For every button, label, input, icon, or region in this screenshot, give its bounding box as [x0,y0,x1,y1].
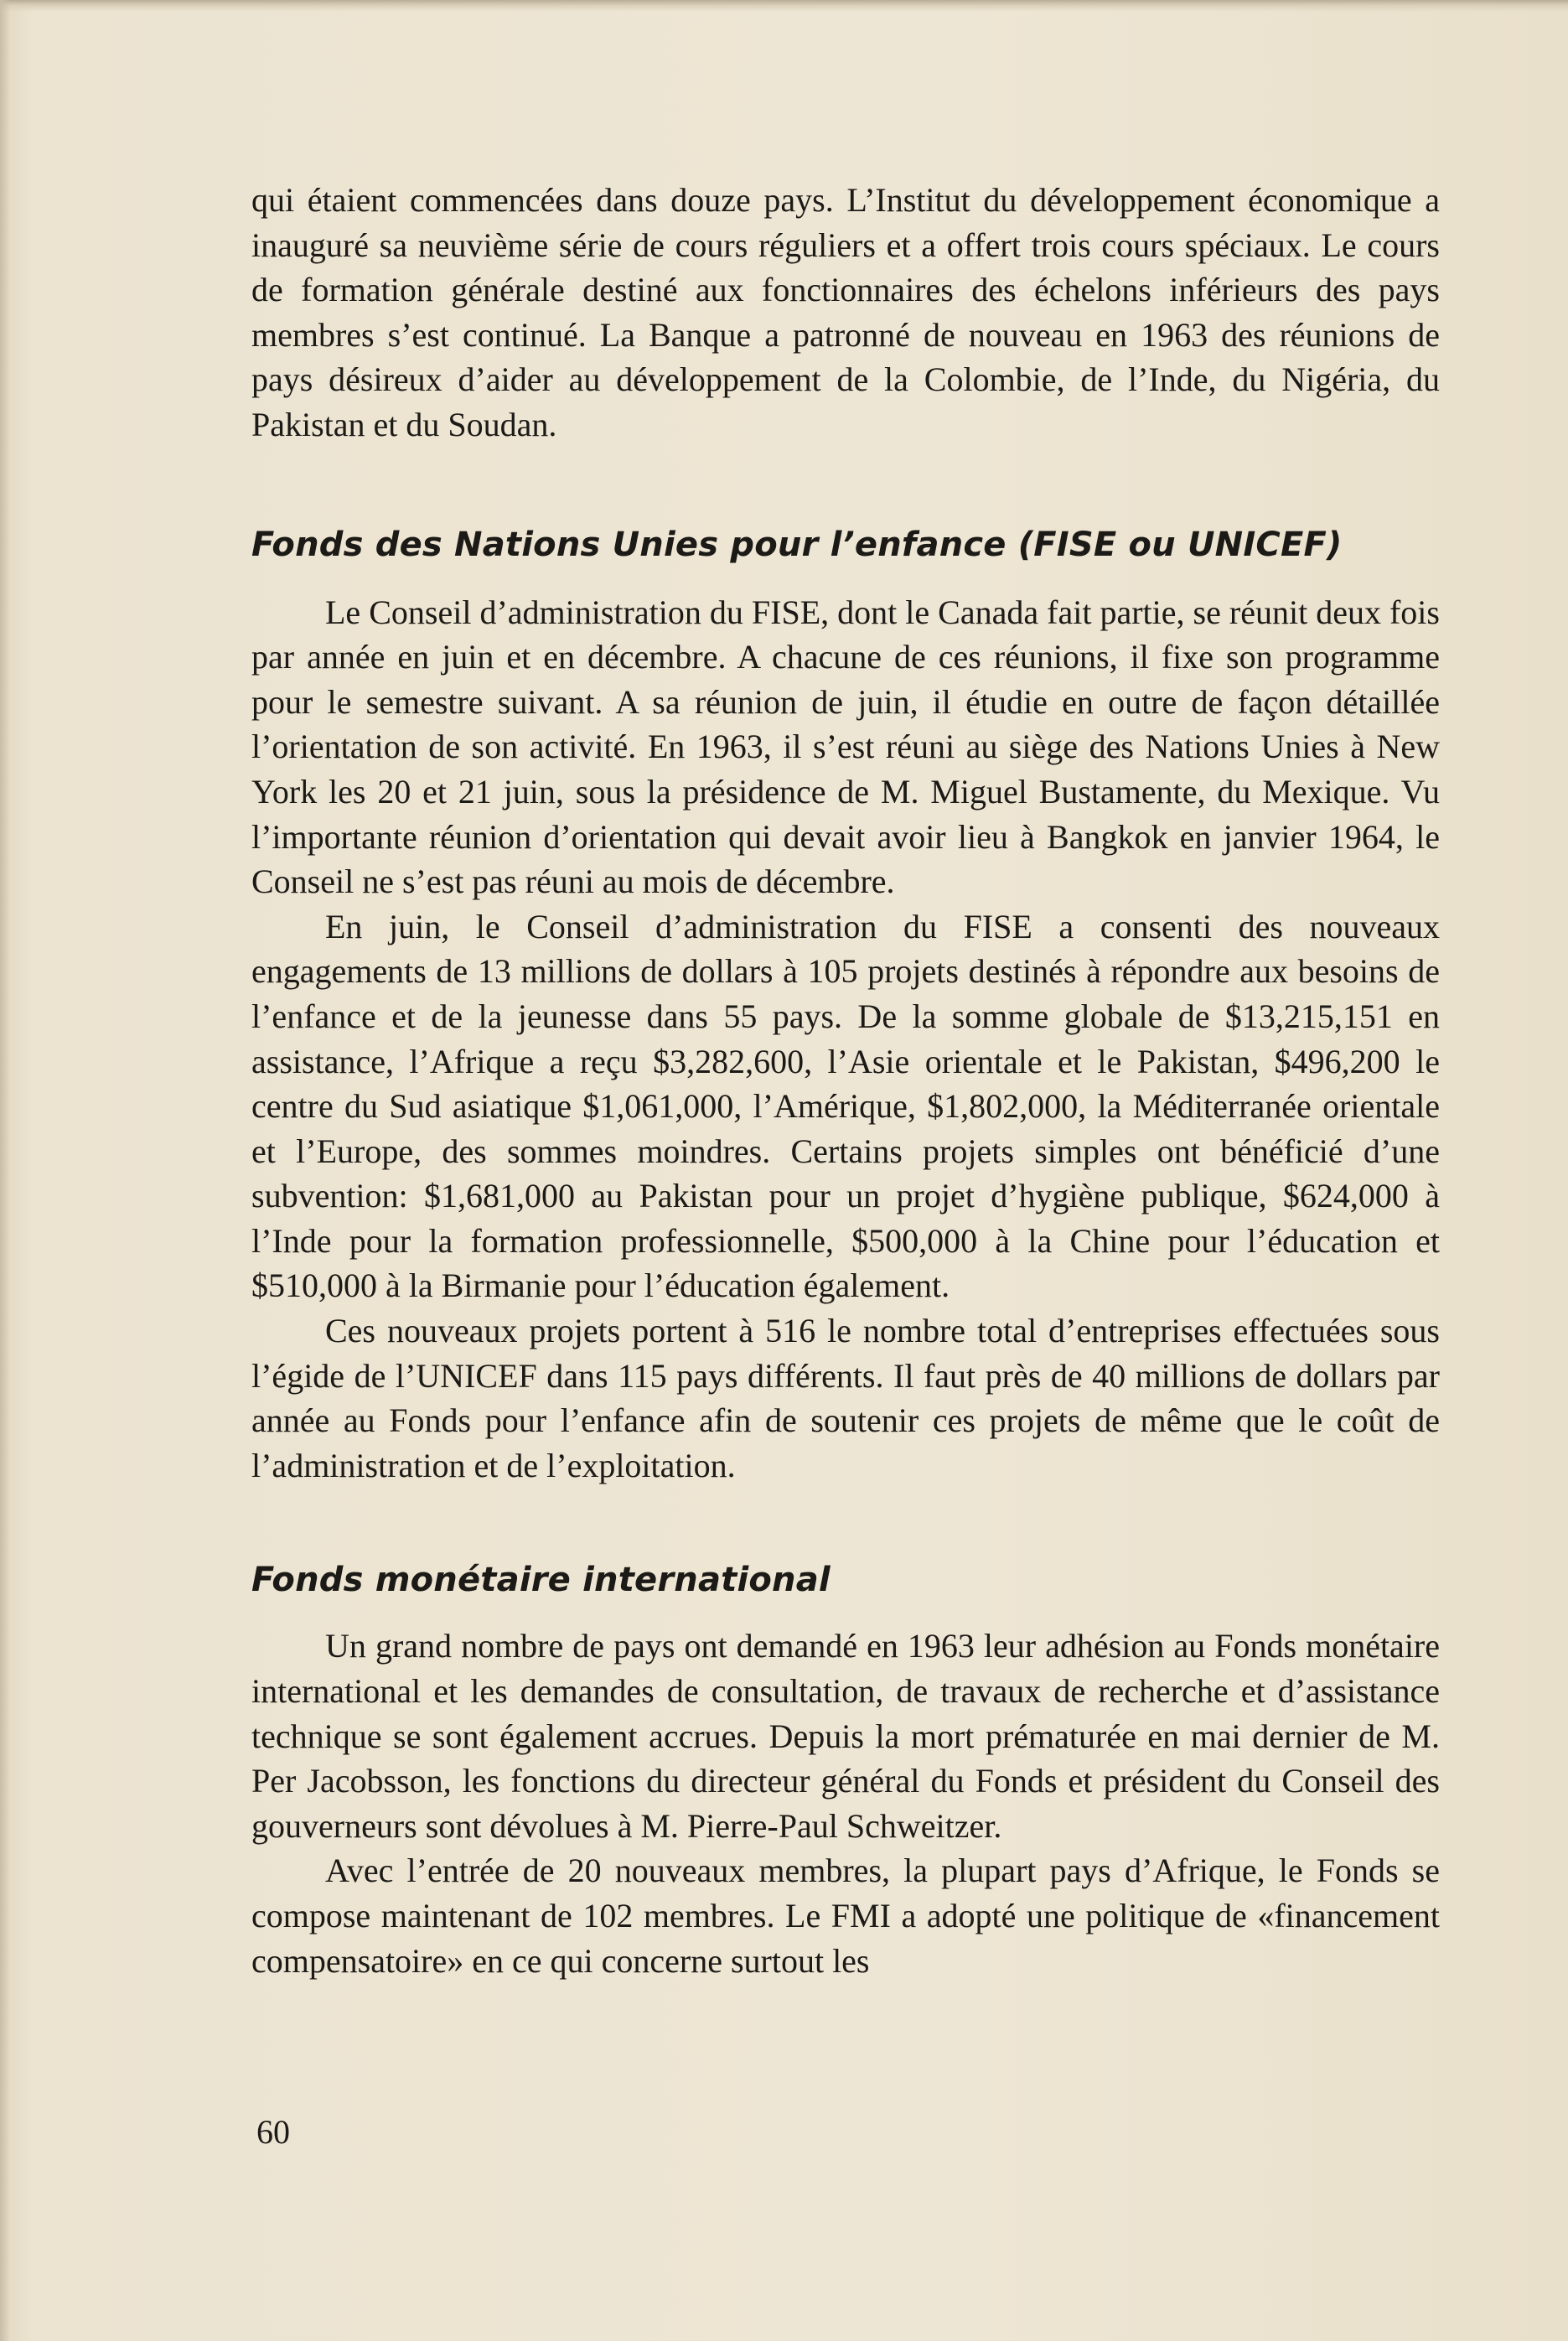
fise-paragraph-1: Le Conseil d’administration du FISE, dont le Canada fait partie, se réunit deux fois par année en juin et en décembre. A chacune de ces réunions, il fixe son programme pour le semestre suivant. A sa réunion de juin, il étudie en outre de façon détaillée l’orientation de son activité. En 1963, il s’est réuni au siège des Nations Unies à New York les 20 et 21 juin, sous la présidence de M. Miguel Bustamente, du Mexique. Vu l’importante réunion d’orientation qui devait avoir lieu à Bangkok en janvier 1964, le Conseil ne s’est pas réuni au mois de décembre. [251,593,1440,901]
page-top-edge [0,0,1568,12]
page-number: 60 [256,2113,290,2151]
heading-fmi: Fonds monétaire international [251,1561,831,1600]
intro-paragraph: qui étaient commencées dans douze pays. L’Institut du développement économique a inauguré sa neuvième série de cours réguliers et a offert trois cours spéciaux. Le cours de formation générale destiné aux fonctionnaires des échelons inférieurs des pays membres s’est continué. La Banque a patronné de nouveau en 1963 des réunions de pays désireux d’aider au développement de la Colombie, de l’Inde, du Nigéria, du Pakistan et du Soudan. [251,181,1440,443]
page-gutter-shadow [0,0,10,2341]
heading-fise-unicef: Fonds des Nations Unies pour l’enfance (FISE ou UNICEF) [251,525,1343,564]
fmi-paragraph-2: Avec l’entrée de 20 nouveaux membres, la plupart pays d’Afrique, le Fonds se compose maintenant de 102 membres. Le FMI a adopté une politique de «financement compensatoire» en ce qui concerne surtout les [251,1852,1440,1980]
fmi-paragraph-1: Un grand nombre de pays ont demandé en 1963 leur adhésion au Fonds monétaire international et les demandes de consultation, de travaux de recherche et d’assistance technique se sont également accrues. Depuis la mort prématurée en mai dernier de M. Per Jacobsson, les fonctions du directeur général du Fonds et président du Conseil des gouverneurs sont dévolues à M. Pierre-Paul Schweitzer. [251,1627,1440,1845]
page-body [251,178,1440,1983]
fise-paragraph-2: En juin, le Conseil d’administration du FISE a consenti des nouveaux engagements de 13 millions de dollars à 105 projets destinés à répondre aux besoins de l’enfance et de la jeunesse dans 55 pays. De la somme globale de $13,215,151 en assistance, l’Afrique a reçu $3,282,600, l’Asie orientale et le Pakistan, $496,200 le centre du Sud asiatique $1,061,000, l’Amérique, $1,802,000, la Méditerranée orientale et l’Europe, des sommes moindres. Certains projets simples ont bénéficié d’une subvention: $1,681,000 au Pakistan pour un projet d’hygiène publique, $624,000 à l’Inde pour la formation professionnelle, $500,000 à la Chine pour l’éducation et $510,000 à la Birmanie pour l’éducation également. [251,907,1440,1305]
fise-paragraph-3: Ces nouveaux projets portent à 516 le nombre total d’entreprises effectuées sous l’égide de l’UNICEF dans 115 pays différents. Il faut près de 40 millions de dollars par année au Fonds pour l’enfance afin de soutenir ces projets de même que le coût de l’administration et de l’exploitation. [251,1312,1440,1484]
